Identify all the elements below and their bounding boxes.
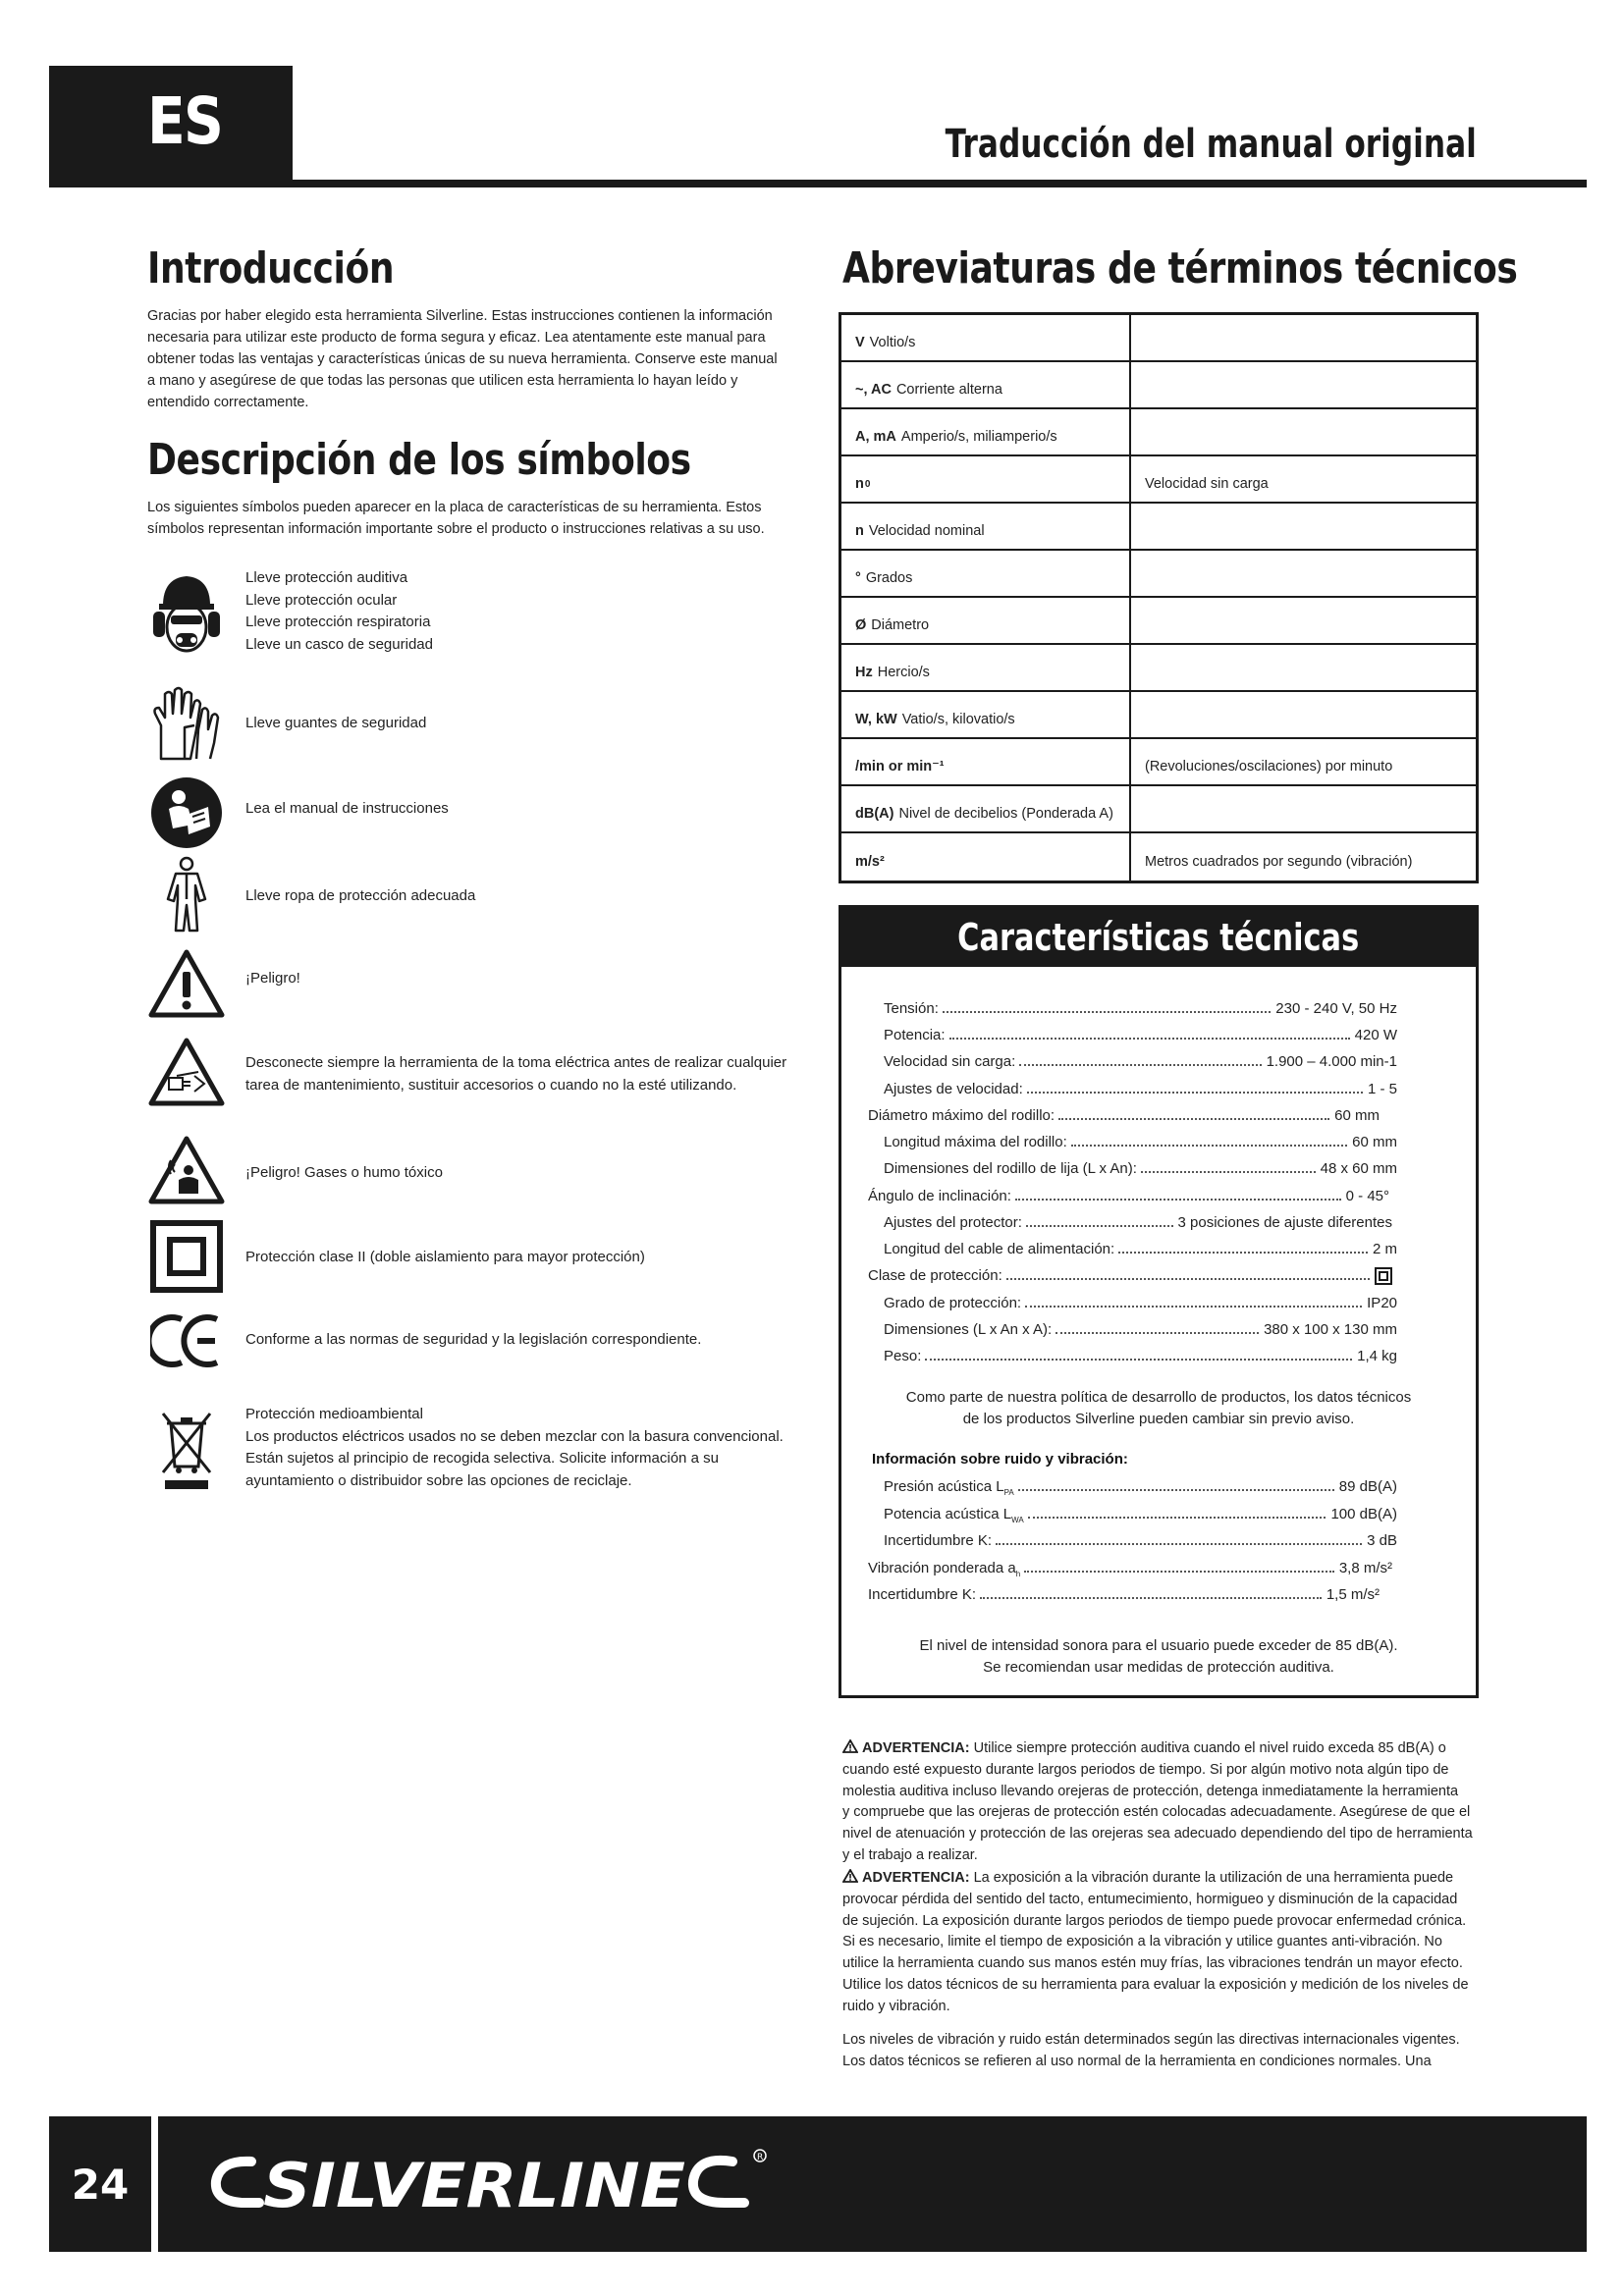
- noise-row: Incertidumbre K: 3 dB: [884, 1532, 1397, 1549]
- unplug-icon: [147, 1033, 226, 1111]
- specs-heading: Características técnicas: [957, 916, 1360, 959]
- table-row: Ø Diámetro: [841, 598, 1476, 645]
- warning-icon: [842, 1739, 858, 1753]
- specs-box: [839, 905, 1479, 1698]
- spec-row: Potencia: 420 W: [884, 1027, 1397, 1043]
- spec-row: Longitud máxima del rodillo: 60 mm: [884, 1134, 1397, 1150]
- weee-bin-icon: [147, 1412, 226, 1490]
- spec-row: Longitud del cable de alimentación: 2 m: [884, 1241, 1397, 1257]
- table-row: V Voltio/s: [841, 315, 1476, 362]
- specs-header: [841, 908, 1476, 967]
- spec-row: Diámetro máximo del rodillo: 60 mm: [868, 1107, 1380, 1124]
- table-row: n 0 Velocidad sin carga: [841, 456, 1476, 504]
- spec-row: Ajustes del protector: 3 posiciones de ajuste diferentes: [884, 1214, 1392, 1231]
- page-title: Traducción del manual original: [945, 122, 1477, 167]
- footer-separator: [151, 2116, 158, 2252]
- abbreviations-heading: Abreviaturas de términos técnicos: [842, 243, 1518, 294]
- symbol-item: Protección medioambiental Los productos eléctricos usados no se deben mezclar con la basura convencional. Están sujetos al principio de recogida selectiva. Solicite información a su ayuntamiento o distribuidor sobre las opciones de reciclaje.: [147, 1404, 776, 1502]
- symbols-intro: Los siguientes símbolos pueden aparecer en la placa de características de su herramienta. Estos símbolos representan información importante sobre el producto o instrucciones relativas a su uso.: [147, 500, 765, 537]
- symbol-item: Lleve ropa de protección adecuada: [147, 856, 776, 934]
- sound-note: El nivel de intensidad sonora para el usuario puede exceder de 85 dB(A). Se recomiendan usar medidas de protección auditiva.: [919, 1637, 1398, 1676]
- read-manual-icon: [147, 774, 226, 852]
- spec-row: Dimensiones (L x An x A): 380 x 100 x 130 mm: [884, 1321, 1397, 1338]
- symbol-item: Protección clase II (doble aislamiento para mayor protección): [147, 1217, 776, 1296]
- header-rule: [49, 180, 1587, 187]
- spec-row: Ángulo de inclinación: 0 - 45°: [868, 1188, 1389, 1204]
- abbreviations-table: [839, 312, 1479, 883]
- table-row: dB(A) Nivel de decibelios (Ponderada A): [841, 786, 1476, 833]
- spec-row: Clase de protección:: [868, 1265, 1392, 1287]
- table-row: n Velocidad nominal: [841, 504, 1476, 551]
- spec-row: Tensión: 230 - 240 V, 50 Hz: [884, 1000, 1397, 1017]
- symbol-item: Desconecte siempre la herramienta de la toma eléctrica antes de realizar cualquier tarea de mantenimiento, sustituir accesorios o cuando no la esté utilizando.: [147, 1033, 776, 1121]
- footer-bar: [49, 2116, 1587, 2252]
- policy-note: Como parte de nuestra política de desarrollo de productos, los datos técnicos de los productos Silverline pueden cambiar sin previo aviso.: [905, 1389, 1412, 1427]
- symbol-item: Lea el manual de instrucciones: [147, 774, 776, 852]
- table-row: Hz Hercio/s: [841, 645, 1476, 692]
- table-row: ~, AC Corriente alterna: [841, 362, 1476, 409]
- spec-row: Grado de protección: IP20: [884, 1295, 1397, 1311]
- spec-row: Peso: 1,4 kg: [884, 1348, 1397, 1364]
- warning-icon: [842, 1869, 858, 1883]
- ppe-head-icon: [147, 573, 226, 652]
- noise-row: Potencia acústica $L_{WA}$ 100 dB(A): [884, 1506, 1397, 1524]
- svg-text:SILVERLINE: SILVERLINE: [263, 2150, 685, 2221]
- symbol-item: Lleve protección auditiva Lleve protección ocular Lleve protección respiratoria Lleve un casco de seguridad: [147, 567, 776, 666]
- noise-heading: Información sobre ruido y vibración:: [872, 1451, 1128, 1468]
- danger-icon: [147, 944, 226, 1023]
- table-row: /min or min⁻¹ (Revoluciones/oscilaciones) por minuto: [841, 739, 1476, 786]
- noise-row: Incertidumbre K: 1,5 m/s²: [868, 1586, 1380, 1603]
- spec-row: Ajustes de velocidad: 1 - 5: [884, 1081, 1397, 1097]
- table-row: A, mA Amperio/s, miliamperio/s: [841, 409, 1476, 456]
- silverline-logo: [206, 2142, 815, 2226]
- class-ii-small-icon: [1375, 1265, 1392, 1287]
- spec-row: Velocidad sin carga: 1.900 – 4.000 min-1: [884, 1053, 1397, 1070]
- symbol-item: ¡Peligro!: [147, 944, 776, 1023]
- language-tab: [49, 66, 293, 187]
- symbol-item: Conforme a las normas de seguridad y la legislación correspondiente.: [147, 1302, 776, 1380]
- warning-vibration: ADVERTENCIA: La exposición a la vibración durante la utilización de una herramienta puede provocar pérdida del sentido del tacto, entumecimiento, hormigueo y disminución de la capacidad de sujeción. La exposición durante largos periodos de tiempo puede provocar enfermedad crónica. Si es necesario, limite el tiempo de exposición a la vibración y utilice guantes anti-vibración. No utilice la herramienta cuando sus manos estén muy frías, las vibraciones tendrán un mayor efecto. Utilice los datos técnicos de su herramienta para evaluar la exposición y medición de los niveles de ruido y vibración.: [842, 1870, 1469, 2014]
- svg-text:R: R: [757, 2153, 764, 2163]
- class-ii-icon: [147, 1217, 226, 1296]
- protective-suit-icon: [147, 856, 226, 934]
- toxic-fumes-icon: [147, 1131, 226, 1209]
- symbols-heading: Descripción de los símbolos: [147, 435, 691, 485]
- table-row: W, kW Vatio/s, kilovatio/s: [841, 692, 1476, 739]
- page-number: 24: [71, 2160, 130, 2209]
- closing-text: Los niveles de vibración y ruido están determinados según las directivas internacionales vigentes. Los datos técnicos se refieren al uso normal de la herramienta en condiciones normales. Una: [842, 2032, 1460, 2069]
- symbol-item: Lleve guantes de seguridad: [147, 685, 776, 764]
- warning-hearing: ADVERTENCIA: Utilice siempre protección auditiva cuando el nivel ruido exceda 85 dB(A) o cuando esté expuesto durante largos periodos de tiempo. Si por algún motivo nota algún tipo de molestia auditiva incluso llevando orejeras de protección, detenga inmediatamente la herramienta y compruebe que las orejeras de protección estén colocadas adecuadamente. Asegúrese de que el nivel de atenuación y protección de las orejeras sea adecuado dependiendo del tipo de herramienta y el trabajo a realizar.: [842, 1740, 1473, 1863]
- noise-row: Vibración ponderada $a_h$ 3,8 m/s²: [868, 1560, 1392, 1578]
- noise-row: Presión acústica $L_{PA}$ 89 dB(A): [884, 1478, 1397, 1497]
- ce-mark-icon: [147, 1302, 226, 1380]
- table-row: m/s² Metros cuadrados por segundo (vibración): [841, 833, 1476, 881]
- intro-text: Gracias por haber elegido esta herramienta Silverline. Estas instrucciones contienen la información necesaria para utilizar este producto de forma segura y eficaz. Lea atentamente este manual para obtener todas las ventajas y características únicas de su nueva herramienta. Conserve este manual a mano y asegúrese de que todas las personas que utilicen esta herramienta lo hayan leído y entendido correctamente.: [147, 308, 778, 410]
- language-code: ES: [147, 83, 223, 159]
- intro-heading: Introducción: [147, 243, 395, 294]
- symbol-item: ¡Peligro! Gases o humo tóxico: [147, 1129, 776, 1207]
- spec-row: Dimensiones del rodillo de lija (L x An): 48 x 60 mm: [884, 1160, 1397, 1177]
- table-row: ° Grados: [841, 551, 1476, 598]
- gloves-icon: [147, 685, 226, 764]
